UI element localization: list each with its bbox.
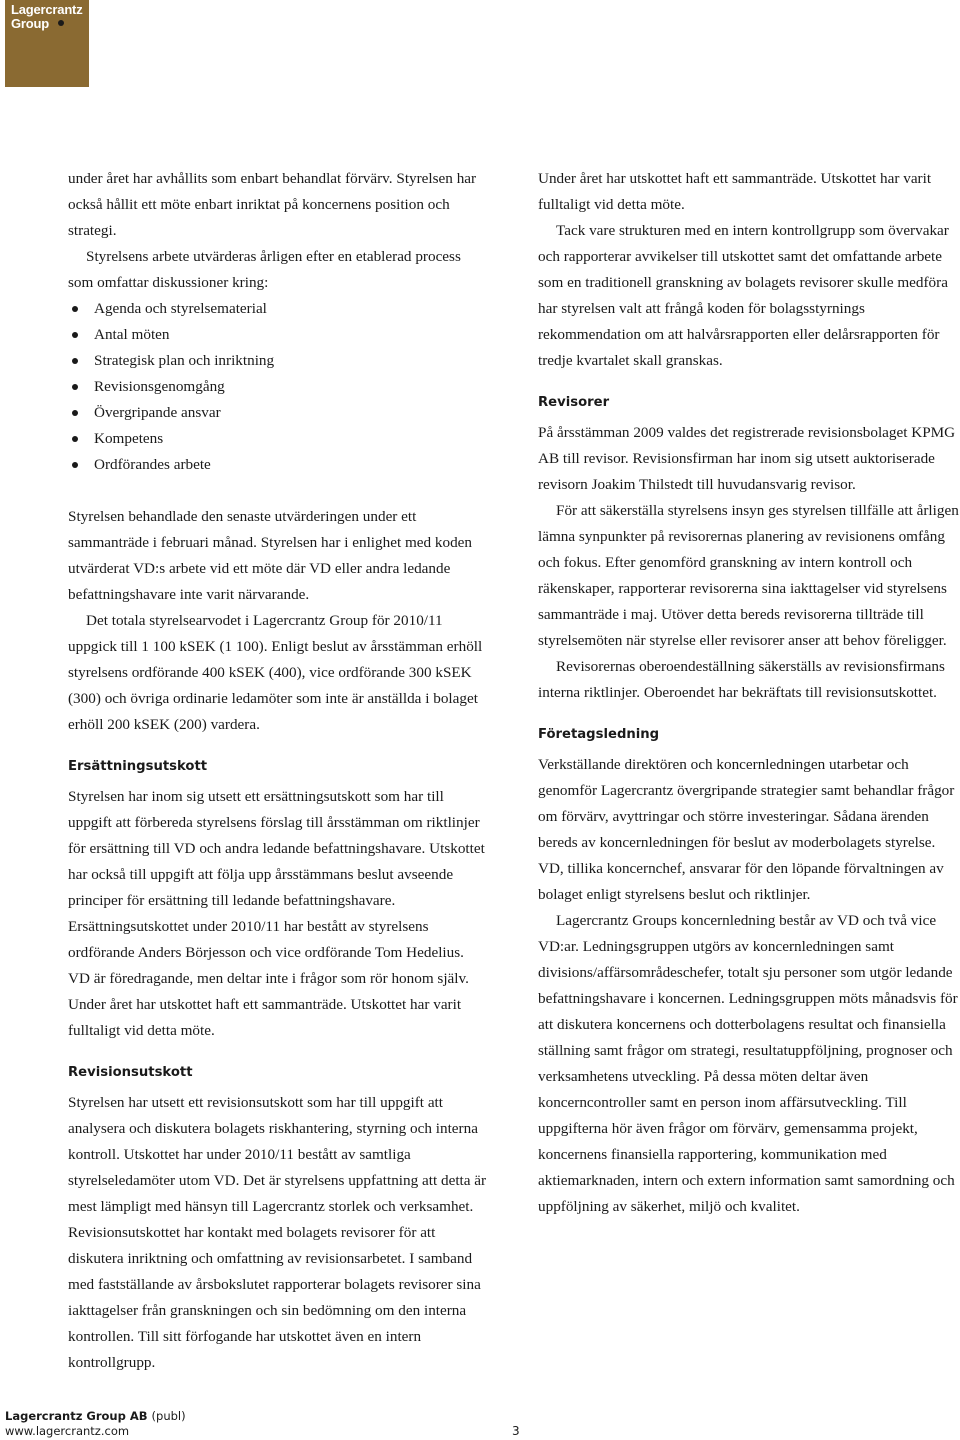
list-item: Antal möten [68,322,488,348]
list-item: Strategisk plan och inriktning [68,348,488,374]
auditors-section [538,390,960,706]
committee-meeting-paragraph: Under året har utskottet haft ett sammanträde. Utskottet har varit fulltaligt vid detta möte. [538,170,932,213]
list-item: Agenda och styrelsematerial [68,296,488,322]
section-body: Revisorernas oberoendeställning säkerställs av revisionsfirmans interna riktlinjer. Oberoendet har bekräftats till revisionsutskottet. [538,658,945,701]
list-item: Ordförandes arbete [68,452,488,478]
footer-company [5,1409,186,1424]
board-meetings-paragraph: under året har avhållits som enbart behandlat förvärv. Styrelsen har också hållit ett möte enbart inriktat på koncernens position och strategi. [68,170,477,239]
left-column [68,166,488,1376]
section-body: För att säkerställa styrelsens insyn ges styrelsen tillfälle att årligen lämna synpunkter på revisorernas planering av revisionens omfång och fokus. Efter genomförd granskning av intern kontroll och räkenskaper, rapporterar revisorerna sina iakttagelser vid styrelsens sammanträde i maj. Utöver detta bereds revisorerna tillträde till styrelsemöten när styrelse eller revisorer anser att behov föreligger. [538,502,959,649]
section-body: Verkställande direktören och koncernledningen utarbetar och genomför Lagercrantz övergripande strategier samt behandlar frågor om förvärv, avyttringar och större investeringar. Sådana ärenden bereds av koncernledningen för beslut av moderbolagets styrelse. VD, tillika koncernchef, ansvarar för den löpande förvaltningen av bolaget enligt styrelsens beslut och riktlinjer. [538,756,955,903]
logo-line-1: Lagercrantz [11,2,83,17]
footer-website-link[interactable]: www.lagercrantz.com [5,1424,130,1438]
page-footer [5,1409,186,1439]
logo-line-2: Group [11,16,49,31]
list-item: Kompetens [68,426,488,452]
section-heading: Revisionsutskott [68,1065,193,1080]
footer-company-name: Lagercrantz Group AB [5,1409,148,1423]
page-number: 3 [512,1424,520,1438]
section-heading: Företagsledning [538,727,660,742]
list-item: Övergripande ansvar [68,400,488,426]
right-column [538,166,960,1220]
section-body: Styrelsen har utsett ett revisionsutskott som har till uppgift att analysera och diskutera bolagets riskhantering, styrning och interna kontroll. Utskottet har under 2010/11 bestått av samtliga styrelseledamöter utom VD. Det är styrelsens uppfattning att detta är mest lämpligt med hänsyn till Lagercrantz storlek och verksamhet. Revisionsutskottet har kontakt med bolagets revisorer för att diskutera inriktning och omfattning av revisionsarbetet. I samband med fastställande av årsbokslutet rapporterar bolagets revisorer sina iakttagelser från granskningen och sin bedömning om den interna kontrollen. Till sitt förfogande har utskottet även en intern kontrollgrupp. [68,1094,487,1371]
section-body: På årsstämman 2009 valdes det registrerade revisionsbolaget KPMG AB till revisor. Revisionsfirman har inom sig utsett auktoriserade revisorn Joakim Thilstedt till huvudansvarig revisor. [538,424,956,493]
board-evaluation-intro: Styrelsens arbete utvärderas årligen efter en etablerad process som omfattar diskussioner kring: [68,248,461,291]
management-section [538,722,960,1220]
section-heading: Revisorer [538,395,610,410]
company-logo [5,0,89,87]
control-group-paragraph: Tack vare strukturen med en intern kontrollgrupp som övervakar och rapporterar avvikelser till utskottet samt det omfattande arbete som en traditionell granskning av bolagets revisorer skulle medföra har styrelsen valt att frångå koden för bolagsstyrnings rekommendation om att halvårsrapporten eller delårsrapporten för tredje kvartalet skall granskas. [538,222,949,369]
section-heading: Ersättningsutskott [68,759,208,774]
evaluation-result-paragraph: Styrelsen behandlade den senaste utvärderingen under ett sammanträde i februari månad. Styrelsen har i enlighet med koden utvärderat VD:s arbete vid ett möte där VD eller andra ledande befattningshavare inte varit närvarande. [68,508,473,603]
audit-committee-section [68,1060,488,1376]
footer-company-suffix: (publ) [151,1409,186,1423]
remuneration-committee-section [68,754,488,1044]
section-body: Lagercrantz Groups koncernledning består av VD och två vice VD:ar. Ledningsgruppen utgörs av koncernledningen samt divisions/affärsområdeschefer, totalt sju personer som utgör ledande befattningshavare i koncernen. Ledningsgruppen möts månadsvis för att diskutera koncernens och dotterbolagens resultat och finansiella ställning samt frågor om strategi, resultatuppföljning, prognoser och verksamhetens utveckling. På dessa möten deltar även koncerncontroller samt en person inom affärsutveckling. Till uppgifterna hör även frågor om förvärv, gemensamma projekt, koncernens finansiella rapportering, kommunikation med aktiemarknaden, intern och extern information samt samordning och uppföljning av säkerhet, miljö och kvalitet. [538,912,958,1215]
logo-wordmark [11,3,83,31]
list-item: Revisionsgenomgång [68,374,488,400]
evaluation-topics-list [68,296,488,478]
board-fees-paragraph: Det totala styrelsearvodet i Lagercrantz Group för 2010/11 uppgick till 1 100 kSEK (1 100). Enligt beslut av årsstämman erhöll styrelsens ordförande 400 kSEK (400), vice ordförande 300 kSEK (300) och övriga ordinarie ledamöter som inte är anställda i bolaget erhöll 200 kSEK (200) vardera. [68,612,483,733]
logo-dot-icon [58,20,64,26]
section-body: Styrelsen har inom sig utsett ett ersättningsutskott som har till uppgift att förbereda styrelsens förslag till årsstämman om riktlinjer för ersättning till VD och andra ledande befattningshavare. Utskottet har också till uppgift att följa upp årsstämmans beslut avseende principer för ersättning till ledande befattningshavare. Ersättningsutskottet under 2010/11 har bestått av styrelsens ordförande Anders Börjesson och vice ordförande Tom Hedelius. VD är föredragande, men deltar inte i frågor som rör honom själv. Under året har utskottet haft ett sammanträde. Utskottet har varit fulltaligt vid detta möte. [68,788,485,1039]
